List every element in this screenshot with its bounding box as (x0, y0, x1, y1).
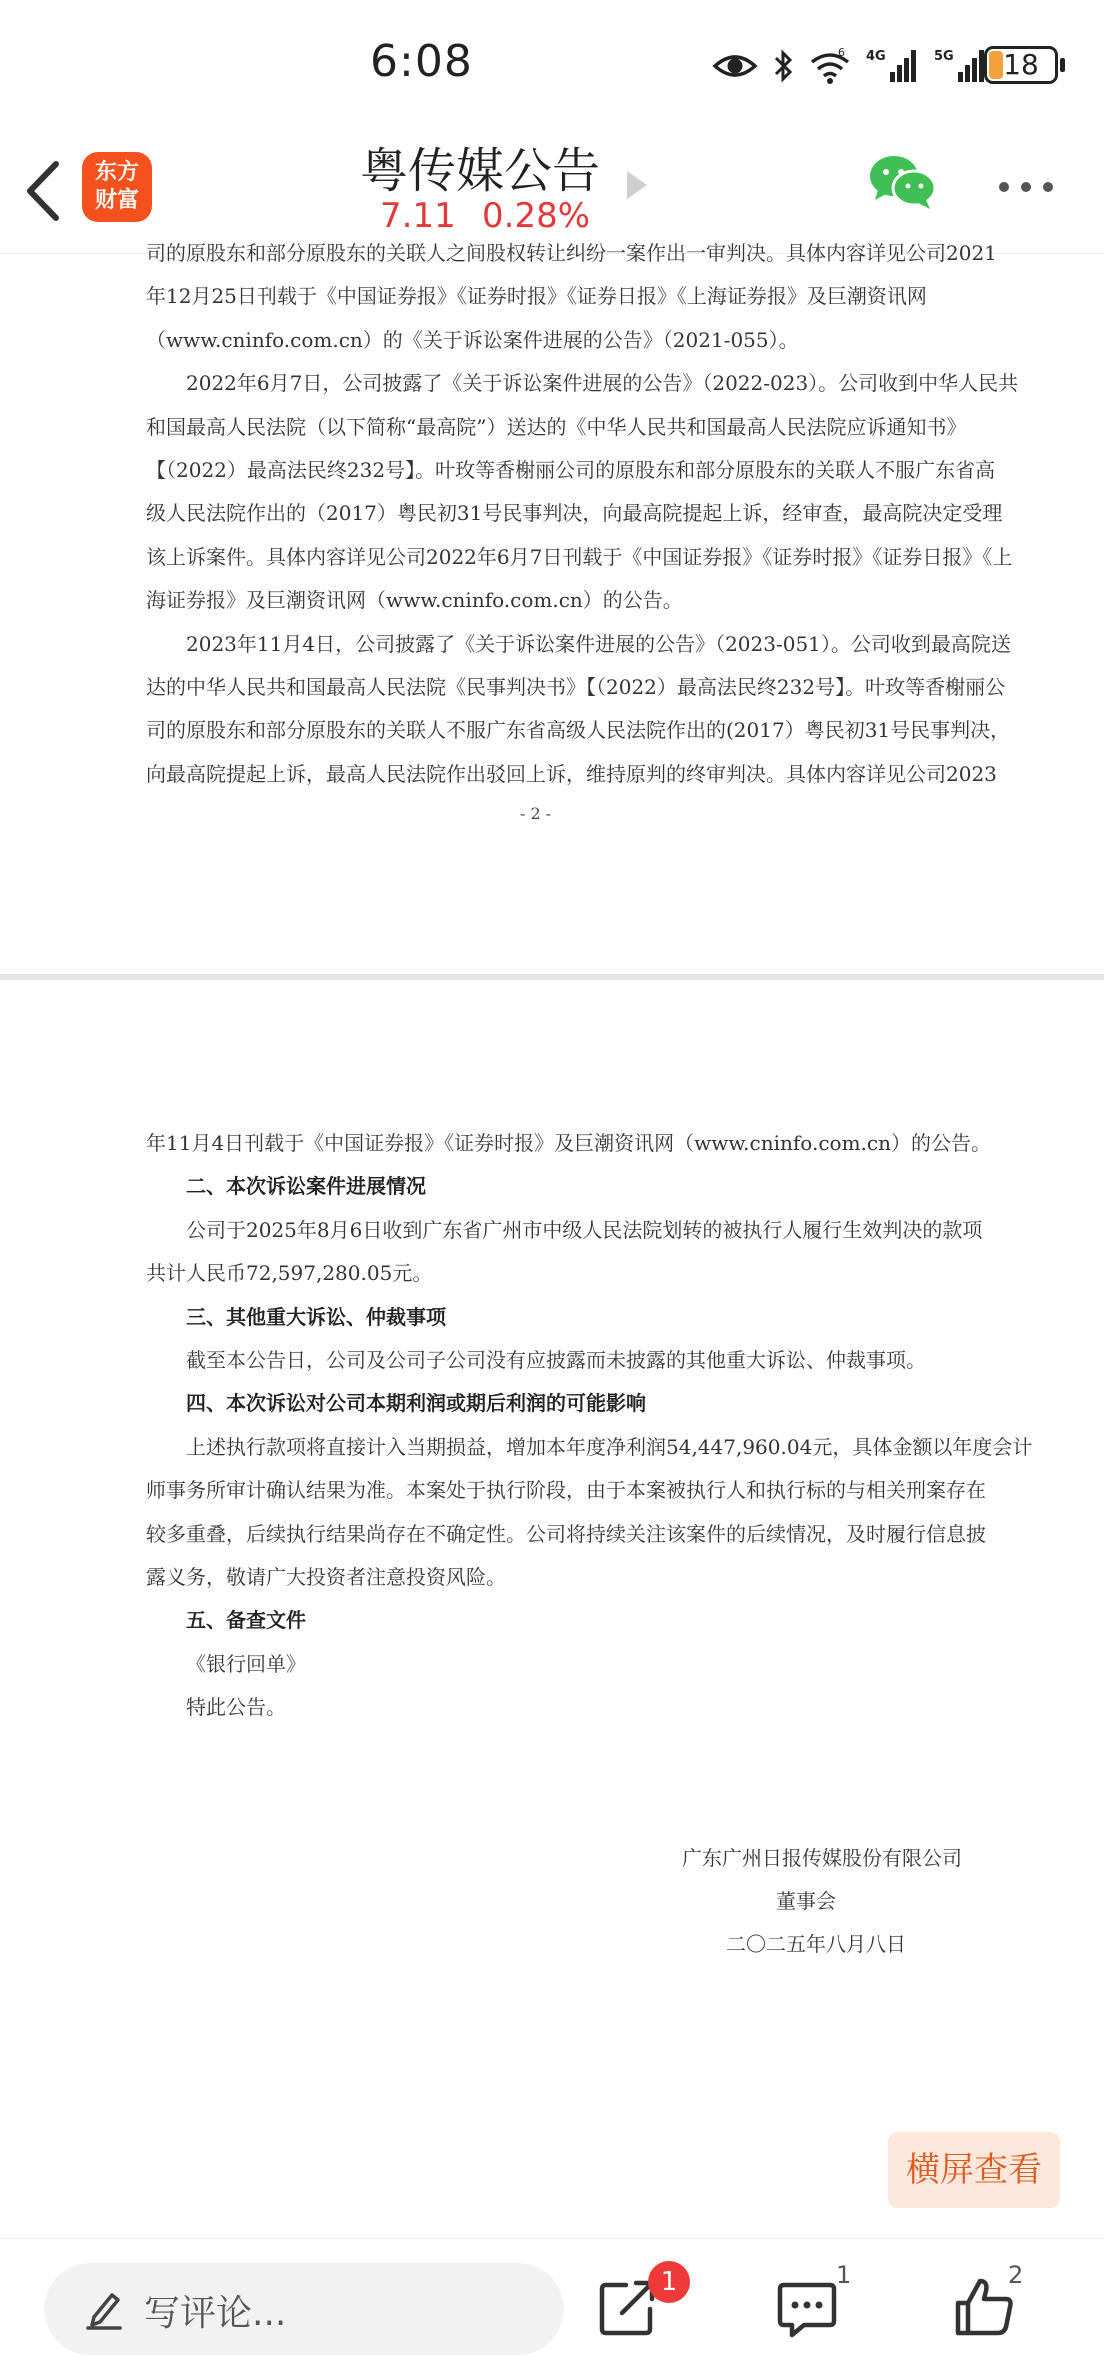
signal-icon (934, 46, 988, 86)
doc-line: 年12月25日刊载于《中国证券报》《证券时报》《证券日报》《上海证券报》及巨潮资讯网 (146, 284, 927, 309)
status-bar (0, 0, 1104, 130)
bottom-action-bar (0, 2238, 1104, 2376)
status-time: 6:08 (370, 36, 473, 87)
page-body (146, 232, 1019, 796)
doc-line: 该上诉案件。具体内容详见公司2022年6月7日刊载于《中国证券报》《证券时报》《证券日报》《上 (146, 544, 1013, 569)
page-title: 粤传媒公告 (359, 143, 600, 199)
doc-line: 上述执行款项将直接计入当期损益，增加本年度净利润54,447,960.04元，具体金额以年度会计 (186, 1434, 1033, 1459)
bluetooth-icon (772, 46, 794, 86)
more-options-icon[interactable] (996, 180, 1056, 194)
document-page-3 (0, 980, 1104, 2230)
doc-line: 海证券报》及巨潮资讯网（www.cninfo.com.cn）的公告。 (146, 588, 683, 613)
signature-board: 董事会 (776, 1889, 836, 1913)
doc-line: 露义务，敬请广大投资者注意投资风险。 (146, 1565, 506, 1590)
doc-line: 年11月4日刊载于《中国证券报》《证券时报》及巨潮资讯网（www.cninfo.com.cn）的公告。 (146, 1131, 991, 1155)
doc-line: 师事务所审计确认结果为准。本案处于执行阶段，由于本案被执行人和执行标的与相关刑案存在 (146, 1478, 986, 1503)
doc-line: 向最高院提起上诉，最高人民法院作出驳回上诉，维持原判的终审判决。具体内容详见公司2023 (146, 761, 997, 786)
back-arrow-icon[interactable] (22, 158, 66, 224)
doc-line: 和国最高人民法院（以下简称“最高院”）送达的《中华人民共和国最高人民法院应诉通知书》 (146, 414, 967, 439)
doc-line: 较多重叠，后续执行结果尚存在不确定性。公司将持续关注该案件的后续情况，及时履行信息披 (146, 1521, 986, 1546)
stock-change[interactable]: 0.28% (482, 196, 591, 236)
comment-input[interactable] (44, 2263, 564, 2355)
comment-icon[interactable] (776, 2279, 838, 2339)
doc-line: 2023年11月4日，公司披露了《关于诉讼案件进展的公告》（2023-051）。公司收到最高院送 (186, 631, 1011, 656)
comment-placeholder: 写评论... (144, 2293, 287, 2334)
app-logo[interactable] (82, 152, 152, 222)
doc-line: 【（2022）最高法民终232号】。叶玫等香榭丽公司的原股东和部分原股东的关联人不服广东省高 (146, 458, 996, 483)
comment-count: 1 (836, 2261, 852, 2289)
section-heading: 三、其他重大诉讼、仲裁事项 (186, 1304, 446, 1329)
svg-text:5G: 5G (934, 49, 954, 64)
status-icons (712, 44, 988, 88)
doc-line: 2022年6月7日，公司披露了《关于诉讼案件进展的公告》（2022-023）。公司收到中华人民共 (186, 371, 1019, 396)
logo-line-2: 财富 (94, 188, 139, 213)
section-heading: 四、本次诉讼对公司本期利润或期后利润的可能影响 (186, 1391, 646, 1416)
document-page-2 (0, 241, 1104, 974)
stock-price[interactable]: 7.11 (380, 196, 456, 236)
page-number: - 2 - (520, 804, 552, 823)
play-icon[interactable] (624, 168, 650, 202)
doc-line: （www.cninfo.com.cn）的《关于诉讼案件进展的公告》（2021-055）。 (146, 327, 799, 352)
logo-line-1: 东方 (94, 160, 139, 185)
eye-icon (712, 46, 758, 86)
thumbs-up-icon[interactable] (952, 2275, 1016, 2339)
pencil-icon (84, 2287, 124, 2331)
notification-badge: 1 (648, 2261, 690, 2303)
doc-line: 司的原股东和部分原股东的关联人不服广东省高级人民法院作出的(2017）粤民初31号民事判决， (146, 718, 1011, 743)
section-heading: 二、本次诉讼案件进展情况 (186, 1174, 426, 1199)
svg-text:6: 6 (838, 46, 845, 59)
page-body (146, 1122, 1033, 1730)
doc-line: 司的原股东和部分原股东的关联人之间股权转让纠纷一案作出一审判决。具体内容详见公司2021 (146, 241, 997, 265)
landscape-view-button[interactable]: 横屏查看 (888, 2132, 1060, 2208)
doc-line: 公司于2025年8月6日收到广东省广州市中级人民法院划转的被执行人履行生效判决的款项 (186, 1217, 983, 1242)
battery-cap (1060, 58, 1065, 72)
doc-line: 《银行回单》 (186, 1651, 306, 1676)
doc-line: 级人民法院作出的（2017）粤民初31号民事判决，向最高院提起上诉，经审查，最高院决定受理 (146, 501, 1003, 526)
doc-line: 截至本公告日，公司及公司子公司没有应披露而未披露的其他重大诉讼、仲裁事项。 (186, 1348, 926, 1373)
wifi-icon (808, 46, 852, 86)
signature-date: 二〇二五年八月八日 (726, 1932, 906, 1956)
signature-company: 广东广州日报传媒股份有限公司 (682, 1846, 962, 1870)
doc-line: 共计人民币72,597,280.05元。 (146, 1261, 433, 1286)
signal-icon (866, 46, 920, 86)
like-count: 2 (1008, 2261, 1024, 2289)
svg-text:4G: 4G (866, 49, 886, 64)
doc-line: 达的中华人民共和国最高人民法院《民事判决书》【（2022）最高法民终232号】。叶玫等香榭丽公 (146, 675, 1006, 700)
section-heading: 五、备查文件 (186, 1608, 306, 1633)
battery-icon (984, 46, 1058, 84)
doc-line: 特此公告。 (186, 1695, 286, 1720)
battery-percent: 18 (1003, 48, 1039, 81)
wechat-icon[interactable] (866, 152, 938, 212)
